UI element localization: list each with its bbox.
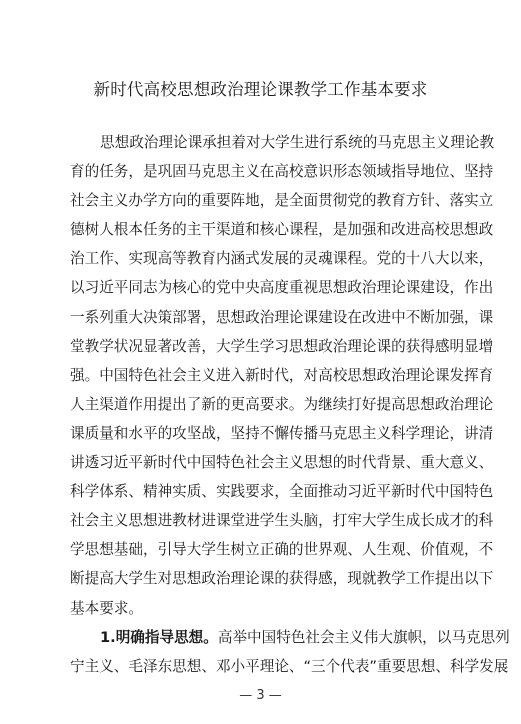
section-1-heading: 1.明确指导思想。 (100, 628, 218, 646)
paragraph-line: 基本要求。 (70, 599, 143, 617)
paragraph-line: 学思想基础，引导大学生树立正确的世界观、人生观、价值观，不 (70, 541, 494, 559)
paragraph-line: 德树人根本任务的主干渠道和核心课程，是加强和改进高校思想政 (70, 221, 494, 239)
paragraph-line: 社会主义办学方向的重要阵地，是全面贯彻党的教育方针、落实立 (70, 192, 494, 210)
paragraph-line: 思想政治理论课承担着对大学生进行系统的马克思主义理论教 (100, 134, 495, 151)
document-body (70, 128, 510, 681)
paragraph-line: 治工作、实现高等教育内涵式发展的灵魂课程。党的十八大以来， (70, 250, 494, 268)
paragraph-line: 育的任务，是巩固马克思主义在高校意识形态领域指导地位、坚持 (70, 163, 494, 181)
paragraph-line: 以习近平同志为核心的党中央高度重视思想政治理论课建设，作出 (70, 279, 494, 297)
section-1-text: 高举中国特色社会主义伟大旗帜，以马克思列 (217, 628, 510, 646)
paragraph-line: 宁主义、毛泽东思想、邓小平理论、“三个代表”重要思想、科学发展 (70, 657, 509, 675)
paragraph-line: 社会主义思想进教材进课堂进学生头脑，打牢大学生成长成才的科 (70, 512, 494, 530)
paragraph-line: 科学体系、精神实质、实践要求，全面推动习近平新时代中国特色 (70, 483, 494, 501)
paragraph-line: 一系列重大决策部署，思想政治理论课建设在改进中不断加强，课 (70, 308, 494, 326)
paragraph-line: 断提高大学生对思想政治理论课的获得感，现就教学工作提出以下 (70, 570, 494, 588)
page-number: — 3 — (239, 688, 282, 703)
section-1-first-line (70, 623, 510, 652)
paragraph-line: 讲透习近平新时代中国特色社会主义思想的时代背景、重大意义、 (70, 454, 494, 472)
document-title: 新时代高校思想政治理论课教学工作基本要求 (93, 80, 428, 99)
paragraph-line: 人主渠道作用提出了新的更高要求。为继续打好提高思想政治理论 (70, 395, 494, 413)
paragraph-line: 强。中国特色社会主义进入新时代，对高校思想政治理论课发挥育 (70, 366, 494, 384)
paragraph-line: 课质量和水平的攻坚战，坚持不懈传播马克思主义科学理论，讲清 (70, 424, 494, 442)
paragraph-line: 堂教学状况显著改善，大学生学习思想政治理论课的获得感明显增 (70, 337, 494, 355)
